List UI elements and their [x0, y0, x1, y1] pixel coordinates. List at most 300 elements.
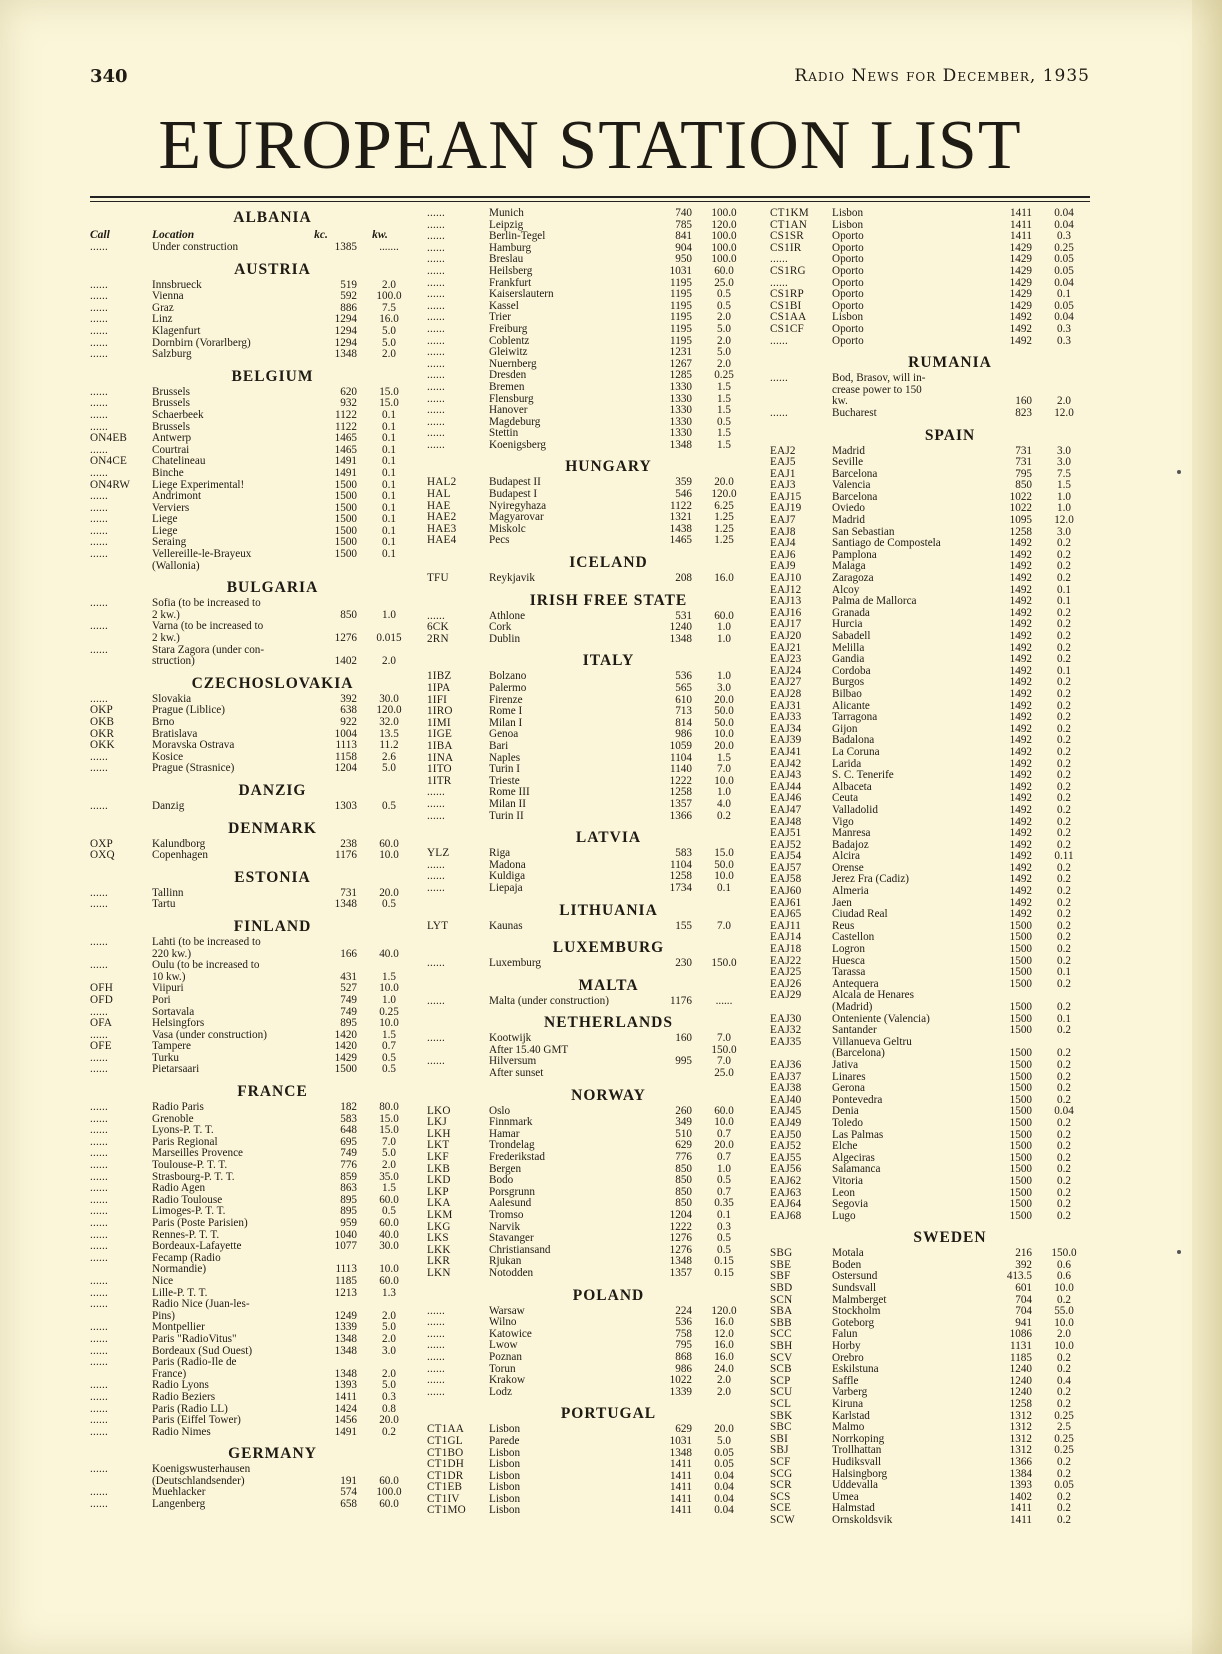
station-kw: 25.0 — [714, 277, 734, 289]
station-kw: 10.0 — [1054, 1283, 1074, 1295]
station-kw: 55.0 — [1054, 1306, 1074, 1318]
station-row — [90, 949, 415, 961]
station-kc: 904 — [675, 242, 692, 254]
station-location: Finnmark — [489, 1117, 533, 1129]
station-location: Turin I — [489, 764, 520, 776]
station-row — [90, 633, 415, 645]
station-call: TFU — [427, 573, 449, 585]
station-row — [90, 1288, 415, 1300]
station-location: Pamplona — [832, 549, 877, 561]
station-kw: 0.2 — [1057, 654, 1071, 666]
station-row — [770, 643, 1090, 655]
station-kw: 0.2 — [1057, 631, 1071, 642]
station-location: Nyiregyhaza — [489, 500, 547, 512]
station-row — [427, 254, 750, 266]
header-call: Call — [90, 229, 110, 241]
station-location: Budapest II — [489, 477, 541, 489]
station-row — [90, 656, 415, 668]
station-call: HAE3 — [427, 523, 457, 535]
station-kw: 0.2 — [1057, 932, 1071, 944]
station-kc: 1492 — [1009, 654, 1032, 666]
station-row — [90, 1380, 415, 1392]
station-call: EAJ16 — [770, 607, 802, 619]
station-row — [427, 718, 750, 730]
station-row — [90, 1299, 415, 1311]
station-call: LKR — [427, 1256, 450, 1268]
station-row — [770, 1480, 1090, 1492]
station-call: SBD — [770, 1283, 793, 1295]
station-row — [770, 735, 1090, 747]
station-row — [770, 990, 1090, 1002]
station-kc: 895 — [340, 1206, 357, 1218]
station-call: ...... — [90, 960, 108, 972]
station-call — [427, 1068, 489, 1080]
station-location: Christiansand — [489, 1244, 551, 1256]
station-kw: 0.7 — [717, 1186, 731, 1198]
station-location: 10 kw.) — [152, 971, 186, 983]
country-heading-iceland: ICELAND — [569, 554, 648, 572]
station-call: ...... — [90, 1064, 108, 1076]
station-kw: 1.25 — [714, 535, 734, 547]
station-call: ...... — [90, 1113, 108, 1125]
station-call: EAJ68 — [770, 1210, 802, 1222]
station-kc: 1429 — [1009, 277, 1032, 289]
station-call — [90, 949, 152, 961]
station-location: Oporto — [832, 242, 864, 254]
station-kc: 238 — [340, 838, 357, 850]
station-call: ...... — [90, 1160, 108, 1172]
station-kc: 1158 — [335, 751, 357, 763]
station-kc: 182 — [340, 1102, 357, 1114]
station-kc: 583 — [675, 848, 692, 860]
station-kc: 1276 — [669, 1233, 692, 1245]
station-call: ...... — [90, 1125, 108, 1137]
station-kc: 1195 — [670, 335, 692, 347]
station-location: Bolzano — [489, 671, 527, 683]
station-kw: 16.0 — [714, 573, 734, 585]
station-kw: 0.8 — [382, 1403, 396, 1415]
station-kw: 120.0 — [711, 1305, 737, 1317]
station-kw: 0.7 — [717, 1152, 731, 1164]
station-call: EAJ54 — [770, 851, 802, 863]
station-location: Oporto — [832, 289, 864, 301]
station-row — [90, 598, 415, 610]
station-location: Prague (Strasnice) — [152, 763, 235, 775]
station-row — [90, 972, 415, 984]
station-call: CT1IV — [427, 1493, 460, 1505]
station-kw: 0.2 — [1057, 538, 1071, 550]
station-call: EAJ52 — [770, 1141, 802, 1153]
station-kc: 1176 — [670, 995, 692, 1007]
station-kw: 60.0 — [379, 1275, 399, 1287]
station-kc — [652, 1045, 698, 1057]
station-kc: 886 — [340, 302, 357, 314]
station-location: Liepaja — [489, 882, 523, 894]
page-header — [90, 66, 1090, 90]
station-kc: 638 — [340, 705, 357, 717]
station-kc: 1411 — [670, 1505, 692, 1517]
station-location: Ceuta — [832, 793, 859, 805]
station-location: Manresa — [832, 828, 871, 840]
station-location: Bod, Brasov, will in- — [832, 373, 926, 385]
header-location: Location — [152, 229, 195, 241]
station-row — [90, 1007, 415, 1019]
station-row — [427, 1352, 750, 1364]
station-location: Andrimont — [152, 491, 202, 503]
station-call: SBB — [770, 1317, 792, 1329]
station-kc: 224 — [675, 1305, 692, 1317]
station-kc: 1491 — [334, 467, 357, 479]
station-call — [90, 656, 152, 668]
station-call: EAJ40 — [770, 1094, 802, 1106]
station-row — [770, 631, 1090, 643]
station-location: Malaga — [832, 561, 866, 573]
station-location: Moravska Ostrava — [152, 740, 235, 752]
station-call: ...... — [90, 751, 108, 763]
station-row — [427, 1033, 750, 1045]
station-location: Villanueva Geltru — [832, 1036, 912, 1048]
station-kc: 695 — [340, 1136, 357, 1148]
station-location: Pontevedra — [832, 1094, 883, 1106]
station-row — [90, 1114, 415, 1126]
station-kc: 850 — [675, 1163, 692, 1175]
station-kw: 40.0 — [379, 948, 399, 960]
station-kw: 7.0 — [382, 1136, 396, 1148]
station-row — [427, 787, 750, 799]
station-call: ...... — [427, 1056, 445, 1068]
station-location: Notodden — [489, 1267, 534, 1279]
station-kc: 1204 — [669, 1210, 692, 1221]
station-row — [90, 1053, 415, 1065]
station-kw: 0.2 — [1057, 700, 1071, 712]
station-location: Fecamp (Radio — [152, 1252, 221, 1264]
station-row — [90, 1183, 415, 1195]
station-kw: 20.0 — [714, 1140, 734, 1152]
station-kc: 1095 — [1009, 515, 1032, 527]
station-location: Orebro — [832, 1352, 864, 1364]
station-location: Nuernberg — [489, 358, 537, 370]
station-kc: 1429 — [334, 1052, 357, 1064]
station-call: LKT — [427, 1140, 450, 1152]
station-call: LKD — [427, 1175, 451, 1187]
station-row — [427, 1233, 750, 1245]
station-kc: 749 — [340, 1006, 357, 1018]
station-call: EAJ63 — [770, 1187, 802, 1199]
station-call: OKK — [90, 740, 115, 752]
station-kw: 0.15 — [714, 1256, 734, 1268]
station-row — [90, 1276, 415, 1288]
station-row — [770, 851, 1090, 863]
station-kc: 1500 — [1009, 1210, 1032, 1222]
station-call: ...... — [427, 323, 445, 335]
station-kw: 0.5 — [717, 416, 731, 428]
station-kw: 0.2 — [1057, 1468, 1071, 1480]
station-call: ...... — [90, 1487, 108, 1499]
station-kw: 0.2 — [1057, 1048, 1071, 1060]
station-location: Sofia (to be increased to — [152, 598, 261, 610]
station-kw: 0.25 — [1054, 1410, 1074, 1422]
station-location: Jerez Fra (Cadiz) — [832, 874, 910, 886]
station-location: Melilla — [832, 642, 865, 654]
station-location: Leon — [832, 1187, 855, 1199]
station-kw: 120.0 — [711, 489, 737, 501]
station-row — [90, 1253, 415, 1265]
station-location: Vienna — [152, 291, 184, 303]
station-row — [427, 359, 750, 371]
station-kc: 1438 — [669, 523, 692, 535]
station-call: EAJ24 — [770, 665, 802, 677]
station-location: Klagenfurt — [152, 325, 201, 337]
station-kc: 1393 — [334, 1380, 357, 1392]
station-call: SCW — [770, 1514, 795, 1526]
station-location: Prague (Liblice) — [152, 705, 225, 717]
station-row — [770, 759, 1090, 771]
station-kw: 0.2 — [1057, 573, 1071, 585]
station-row — [770, 1025, 1090, 1037]
station-location: Algeciras — [832, 1152, 875, 1164]
station-kc: 731 — [1015, 445, 1032, 457]
station-kw — [363, 960, 415, 972]
station-kw: 50.0 — [714, 706, 734, 718]
station-kw: 0.1 — [382, 537, 396, 549]
station-call: SBA — [770, 1306, 793, 1318]
station-row — [90, 1369, 415, 1381]
station-kc: 731 — [340, 887, 357, 899]
station-kw: 0.7 — [717, 1128, 731, 1140]
station-call: SCE — [770, 1503, 792, 1515]
station-row — [427, 489, 750, 501]
station-row — [90, 1230, 415, 1242]
station-location: Koenigswusterhausen — [152, 1464, 251, 1476]
station-location: Radio Lyons — [152, 1380, 209, 1392]
station-kw: 5.0 — [382, 763, 396, 775]
station-row — [770, 979, 1090, 991]
station-location: Lisbon — [832, 219, 864, 231]
station-row — [770, 596, 1090, 608]
station-location: Viipuri — [152, 983, 184, 995]
station-call: EAJ10 — [770, 573, 802, 585]
station-call: EAJ12 — [770, 584, 802, 596]
station-call: CT1MO — [427, 1505, 466, 1517]
station-call: ...... — [770, 373, 788, 385]
station-kc: 1500 — [1009, 1071, 1032, 1083]
station-call: YLZ — [427, 848, 450, 860]
station-location: Bordeaux (Sud Ouest) — [152, 1345, 253, 1357]
station-row — [427, 1268, 750, 1280]
station-call: ...... — [90, 514, 108, 526]
station-kc: 1492 — [1009, 828, 1032, 840]
station-call: OFH — [90, 983, 113, 995]
station-kw: 0.2 — [1057, 1514, 1071, 1526]
station-kw: 30.0 — [379, 693, 399, 705]
station-location: Liege — [152, 525, 178, 537]
station-row — [427, 1045, 750, 1057]
station-kc: 1492 — [1009, 561, 1032, 573]
station-kw: 120.0 — [711, 219, 737, 231]
station-location: Radio Nice (Juan-les- — [152, 1299, 250, 1311]
station-row — [770, 1014, 1090, 1026]
station-kc: 155 — [675, 920, 692, 932]
station-location: Radio Beziers — [152, 1391, 216, 1403]
station-location: Oporto — [832, 323, 864, 335]
station-location: Naples — [489, 752, 521, 764]
station-kc: 776 — [340, 1160, 357, 1172]
station-kc: 392 — [340, 693, 357, 705]
station-call: SCG — [770, 1468, 793, 1480]
station-call: ...... — [427, 787, 445, 799]
station-location: Muehlacker — [152, 1487, 206, 1499]
station-location: Horby — [832, 1341, 861, 1353]
station-kc: 1500 — [334, 491, 357, 503]
country-heading-hungary: HUNGARY — [565, 458, 652, 476]
station-row — [427, 1164, 750, 1176]
station-kc: 863 — [340, 1183, 357, 1195]
station-row — [90, 1427, 415, 1439]
station-call: EAJ34 — [770, 723, 802, 735]
station-kw: 0.1 — [1057, 584, 1071, 596]
station-call: CT1AA — [427, 1424, 465, 1436]
station-kc: 1204 — [334, 763, 357, 775]
station-kw: 2.0 — [717, 358, 731, 370]
station-kc: 1492 — [1009, 607, 1032, 619]
station-call: OKP — [90, 705, 113, 717]
station-kw: 1.25 — [714, 512, 734, 524]
station-location: Linares — [832, 1071, 866, 1083]
station-row — [90, 1334, 415, 1346]
station-kw: 15.0 — [379, 398, 399, 410]
station-call: ...... — [90, 1252, 108, 1264]
station-kw: 0.1 — [382, 479, 396, 491]
station-location: Hamburg — [489, 242, 532, 254]
station-row — [90, 398, 415, 410]
station-location: Las Palmas — [832, 1129, 884, 1141]
station-row — [427, 336, 750, 348]
station-row — [90, 1415, 415, 1427]
station-row — [90, 1041, 415, 1053]
station-call: ...... — [427, 995, 445, 1007]
station-row — [90, 514, 415, 526]
station-location: Reykjavik — [489, 573, 535, 585]
station-kw: 1.0 — [717, 671, 731, 683]
station-location: Chatelineau — [152, 456, 206, 468]
station-location: Firenze — [489, 694, 523, 706]
station-row — [770, 666, 1090, 678]
station-location: Magyarovar — [489, 512, 544, 524]
station-location: Limoges-P. T. T. — [152, 1206, 226, 1218]
station-location: Lisbon — [489, 1505, 521, 1517]
station-row — [90, 1499, 415, 1511]
station-call: SBG — [770, 1248, 793, 1260]
station-row — [427, 799, 750, 811]
station-row — [770, 770, 1090, 782]
station-kc: 1492 — [1009, 816, 1032, 828]
station-kc: 658 — [340, 1499, 357, 1511]
station-call: EAJ29 — [770, 990, 802, 1002]
station-kw: 0.2 — [1057, 978, 1071, 990]
station-kw: 0.2 — [1057, 723, 1071, 735]
station-kw: 1.25 — [714, 523, 734, 535]
country-heading-rumania: RUMANIA — [908, 354, 992, 372]
station-call: ...... — [90, 598, 108, 610]
station-location: Kalundborg — [152, 838, 206, 850]
station-row — [427, 370, 750, 382]
station-row — [90, 705, 415, 717]
station-call: EAJ46 — [770, 793, 802, 805]
station-row — [427, 347, 750, 359]
station-call: EAJ14 — [770, 932, 802, 944]
station-kw: 0.1 — [382, 549, 396, 561]
station-row — [90, 645, 415, 657]
station-location: Wilno — [489, 1317, 517, 1329]
station-location: Kosice — [152, 751, 184, 763]
station-call: EAJ9 — [770, 561, 796, 573]
station-kw: 0.04 — [1054, 312, 1074, 324]
station-kw: 12.0 — [714, 1328, 734, 1340]
station-call: ...... — [90, 1052, 108, 1064]
station-call: ...... — [90, 409, 108, 421]
station-kc: 1492 — [1009, 573, 1032, 585]
station-kc: 1040 — [334, 1229, 357, 1241]
station-kw: 20.0 — [714, 740, 734, 752]
station-call: ...... — [90, 537, 108, 549]
station-location: Cordoba — [832, 665, 871, 677]
station-kc: 574 — [340, 1487, 357, 1499]
station-row — [90, 1404, 415, 1416]
station-kw: 0.1 — [382, 467, 396, 479]
station-call: ...... — [90, 467, 108, 479]
station-row — [427, 231, 750, 243]
station-row — [770, 956, 1090, 968]
station-kw: 7.0 — [717, 1056, 731, 1068]
station-kw: 100.0 — [711, 254, 737, 266]
station-location: Bratislava — [152, 728, 198, 740]
station-row — [770, 231, 1090, 243]
country-heading-latvia: LATVIA — [575, 829, 642, 847]
station-call: EAJ13 — [770, 596, 802, 608]
station-location: Bodo — [489, 1175, 514, 1187]
station-location: Albaceta — [832, 781, 872, 793]
station-kc: 1492 — [1009, 312, 1032, 324]
station-kc: 1492 — [1009, 897, 1032, 909]
station-kw: 0.2 — [1057, 897, 1071, 909]
station-call: LKK — [427, 1244, 451, 1256]
station-kw: 10.0 — [714, 871, 734, 883]
station-row — [770, 1341, 1090, 1353]
station-location: Bucharest — [832, 407, 877, 419]
station-kw: 0.6 — [1057, 1271, 1071, 1283]
station-kw: 0.04 — [714, 1493, 734, 1505]
station-location: Leipzig — [489, 219, 524, 231]
station-kw: 1.5 — [717, 439, 731, 451]
station-call — [90, 633, 152, 645]
station-call: ...... — [90, 621, 108, 633]
station-kc: 704 — [1015, 1306, 1032, 1318]
station-location: Burgos — [832, 677, 865, 689]
station-location: France) — [152, 1368, 187, 1380]
station-kc: 1492 — [1009, 335, 1032, 347]
station-call: EAJ48 — [770, 816, 802, 828]
station-kc: 1492 — [1009, 665, 1032, 677]
station-row — [90, 561, 415, 573]
station-row — [427, 706, 750, 718]
station-kc: 1195 — [670, 312, 692, 324]
station-kw: 2.0 — [1057, 1329, 1071, 1341]
station-kw: 0.1 — [382, 444, 396, 456]
station-kw: 16.0 — [714, 1317, 734, 1329]
country-heading-czechoslovakia: CZECHOSLOVAKIA — [191, 674, 354, 692]
station-call: EAJ62 — [770, 1175, 802, 1187]
station-call: ...... — [90, 242, 108, 253]
